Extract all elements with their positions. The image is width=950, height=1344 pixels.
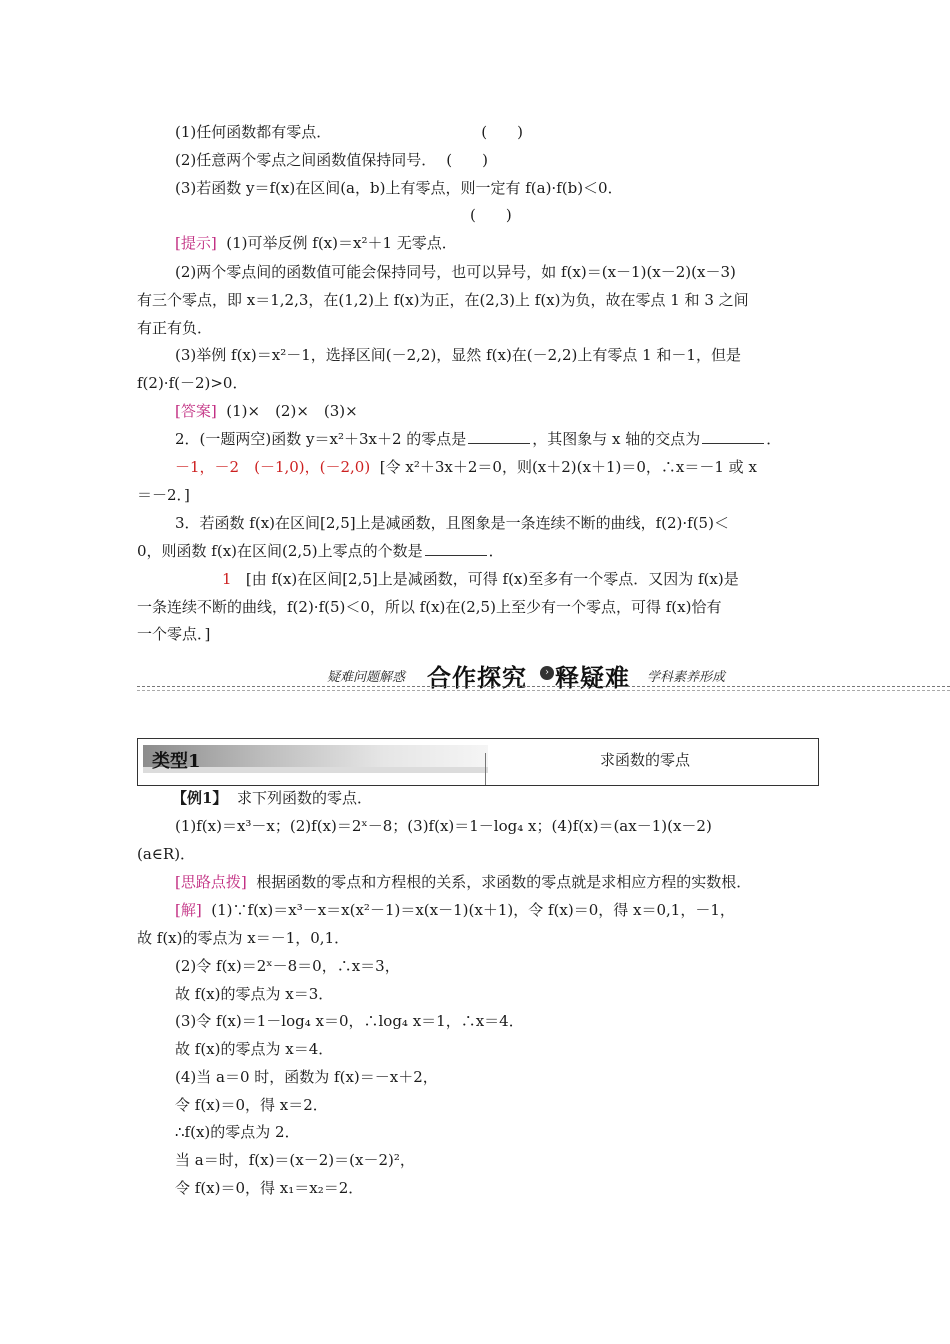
problem-2: 2．(一题两空)函数 y＝x²＋3x＋2 的零点是 ，其图象与 x 轴的交点为 ．: [175, 430, 782, 448]
solution-4e: 令 f(x)＝0，得 x₁＝x₂＝2．: [175, 1179, 364, 1197]
problem-3a: 3．若函数 f(x)在区间[2,5]上是减函数，且图象是一条连续不断的曲线，f(2)·f(5)＜: [175, 514, 729, 532]
answer-tag: [答案]: [175, 402, 217, 420]
problem-3d: 一条连续不断的曲线，f(2)·f(5)＜0，所以 f(x)在(2,5)上至少有一个零点，可得 f(x)恰有: [137, 598, 722, 616]
solution-4a: (4)当 a＝0 时，函数为 f(x)＝－x＋2，: [175, 1068, 438, 1086]
fill-blank: [425, 541, 487, 556]
hint-tag: [提示]: [175, 234, 217, 252]
answer-paren-3: ( ): [470, 206, 512, 224]
example-items-2: (a∈R)．: [137, 845, 196, 863]
solution-2b: 故 f(x)的零点为 x＝3．: [175, 985, 334, 1003]
type-label: 类型1: [152, 751, 201, 772]
answer-paren-2: ( ): [446, 151, 488, 169]
question-3: (3)若函数 y＝f(x)在区间(a，b)上有零点，则一定有 f(a)·f(b)＜0．: [175, 179, 623, 197]
banner-right-text: 学科素养形成: [647, 670, 726, 685]
banner-left-text: 疑难问题解惑: [327, 670, 406, 685]
problem-2-answer: －1，－2 (－1,0)，(－2,0) [令 x²＋3x＋2＝0，则(x＋2)(x＋1)＝0，∴x＝－1 或 x: [175, 458, 757, 476]
solution-4d: 当 a＝时，f(x)＝(x－2)＝(x－2)²，: [175, 1151, 415, 1169]
banner-title-2: 释疑难: [555, 664, 630, 692]
solution-1b: 故 f(x)的零点为 x＝－1，0,1．: [137, 929, 350, 947]
solution-1a: [解] (1)∵f(x)＝x³－x＝x(x²－1)＝x(x－1)(x＋1)，令 f(x)＝0，得 x＝0,1，－1，: [175, 901, 735, 919]
example-items-1: (1)f(x)＝x³－x；(2)f(x)＝2ˣ－8；(3)f(x)＝1－log₄ x；(4)f(x)＝(ax－1)(x－2): [175, 817, 712, 835]
question-2: (2)任意两个零点之间函数值保持同号． ( ): [175, 151, 488, 169]
solution-tag: [解]: [175, 901, 202, 919]
banner-title-1: 合作探究: [427, 664, 527, 692]
solution-3a: (3)令 f(x)＝1－log₄ x＝0，∴log₄ x＝1，∴x＝4．: [175, 1012, 524, 1030]
example-tag: 【例1】: [172, 789, 228, 807]
question-1: (1)任何函数都有零点． ( ): [175, 123, 523, 141]
type-title: 求函数的零点: [600, 751, 691, 769]
problem-3b: 0，则函数 f(x)在区间(2,5)上零点的个数是 ．: [137, 542, 504, 560]
solution-3b: 故 f(x)的零点为 x＝4．: [175, 1040, 334, 1058]
fill-blank: [702, 429, 764, 444]
type-box: [137, 738, 819, 786]
hint-2c: 有正有负．: [137, 319, 213, 337]
problem-2-answer-end: ＝－2．]: [137, 486, 190, 504]
answer-red: 1: [222, 570, 232, 588]
divider: [485, 753, 486, 785]
solution-4c: ∴f(x)的零点为 2．: [175, 1123, 300, 1141]
hint-1: [提示] (1)可举反例 f(x)＝x²＋1 无零点．: [175, 234, 457, 252]
section-banner: [137, 660, 950, 690]
idea-tag: [思路点拨]: [175, 873, 247, 891]
solution-2a: (2)令 f(x)＝2ˣ－8＝0，∴x＝3，: [175, 957, 400, 975]
hint-3b: f(2)·f(－2)>0．: [137, 374, 248, 392]
idea-line: [思路点拨] 根据函数的零点和方程根的关系，求函数的零点就是求相应方程的实数根．: [175, 873, 752, 891]
problem-3-answer: 1 [由 f(x)在区间[2,5]上是减函数，可得 f(x)至多有一个零点．又因为 f(x)是: [222, 570, 739, 588]
hint-3a: (3)举例 f(x)＝x²－1，选择区间(－2,2)，显然 f(x)在(－2,2)上有零点 1 和－1，但是: [175, 346, 741, 364]
divider: [137, 686, 950, 687]
hint-2b: 有三个零点，即 x＝1,2,3，在(1,2)上 f(x)为正，在(2,3)上 f(x)为负，故在零点 1 和 3 之间: [137, 291, 749, 309]
fill-blank: [468, 429, 530, 444]
divider: [137, 690, 950, 691]
answer-line: [答案] (1)× (2)× (3)×: [175, 402, 358, 420]
arrow-circle-icon: ›: [540, 666, 554, 680]
hint-2a: (2)两个零点间的函数值可能会保持同号，也可以异号，如 f(x)＝(x－1)(x－2)(x－3): [175, 263, 736, 281]
answer-red: －1，－2 (－1,0)，(－2,0): [175, 458, 371, 476]
solution-4b: 令 f(x)＝0，得 x＝2．: [175, 1096, 328, 1114]
example-heading: 【例1】 求下列函数的零点．: [172, 789, 372, 807]
problem-3e: 一个零点．]: [137, 625, 211, 643]
answer-paren-1: ( ): [481, 123, 523, 141]
